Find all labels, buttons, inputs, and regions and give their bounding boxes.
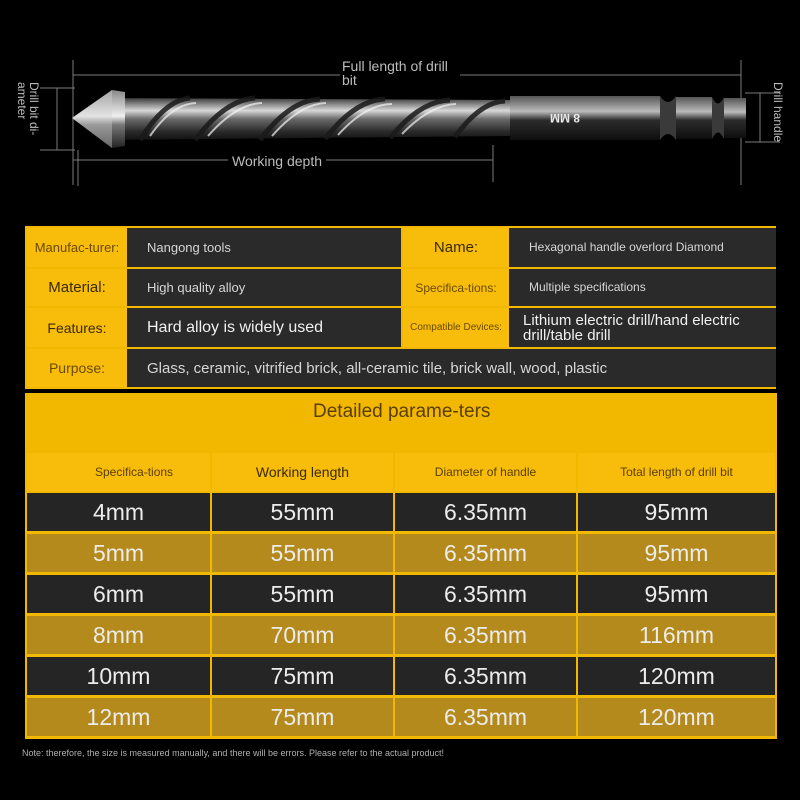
name-value: Hexagonal handle overlord Diamond bbox=[509, 228, 776, 267]
product-info-table bbox=[25, 226, 776, 389]
material-label: Material: bbox=[27, 269, 127, 306]
spec-cell: 6mm bbox=[27, 575, 210, 613]
header-specifications: Specifica-tions bbox=[27, 453, 210, 491]
working-length-cell: 75mm bbox=[212, 698, 393, 736]
table-row bbox=[27, 575, 775, 613]
total-length-cell: 120mm bbox=[578, 657, 775, 695]
table-row bbox=[27, 493, 775, 531]
spec-cell: 4mm bbox=[27, 493, 210, 531]
compatible-devices-label: Compatible Devices: bbox=[403, 308, 509, 347]
material-value: High quality alloy bbox=[127, 269, 401, 306]
header-total-length: Total length of drill bit bbox=[578, 453, 775, 491]
working-depth-label: Working depth bbox=[228, 154, 326, 168]
table-row bbox=[27, 657, 775, 695]
diameter-label: Drill bit di-ameter bbox=[15, 82, 41, 136]
measurement-note: Note: therefore, the size is measured manually, and there will be errors. Please refer to the actual product! bbox=[22, 748, 445, 758]
header-diameter-of-handle: Diameter of handle bbox=[395, 453, 576, 491]
name-label: Name: bbox=[403, 228, 509, 267]
total-length-cell: 95mm bbox=[578, 493, 775, 531]
working-length-cell: 70mm bbox=[212, 616, 393, 654]
parameters-title: Detailed parame-ters bbox=[313, 401, 491, 422]
drill-diagram bbox=[0, 0, 800, 200]
handle-diameter-cell: 6.35mm bbox=[395, 493, 576, 531]
purpose-label: Purpose: bbox=[27, 349, 127, 387]
working-length-cell: 75mm bbox=[212, 657, 393, 695]
handle-diameter-cell: 6.35mm bbox=[395, 616, 576, 654]
specifications-value: Multiple specifications bbox=[509, 269, 776, 306]
table-row bbox=[27, 534, 775, 572]
spec-cell: 8mm bbox=[27, 616, 210, 654]
table-row bbox=[27, 698, 775, 736]
bit-size-marking: 8 MM bbox=[550, 111, 580, 125]
total-length-cell: 116mm bbox=[578, 616, 775, 654]
drill-bit-illustration bbox=[0, 0, 800, 200]
total-length-cell: 95mm bbox=[578, 534, 775, 572]
spec-cell: 5mm bbox=[27, 534, 210, 572]
manufacturer-label: Manufac-turer: bbox=[27, 228, 127, 267]
full-length-label: Full length of drill bit bbox=[340, 59, 460, 87]
handle-diameter-cell: 6.35mm bbox=[395, 698, 576, 736]
handle-label: Drill handle bbox=[771, 82, 785, 143]
handle-diameter-cell: 6.35mm bbox=[395, 534, 576, 572]
total-length-cell: 95mm bbox=[578, 575, 775, 613]
header-working-length: Working length bbox=[212, 453, 393, 491]
working-length-cell: 55mm bbox=[212, 575, 393, 613]
table-row bbox=[27, 616, 775, 654]
features-value: Hard alloy is widely used bbox=[127, 308, 401, 347]
handle-diameter-cell: 6.35mm bbox=[395, 657, 576, 695]
working-length-cell: 55mm bbox=[212, 534, 393, 572]
handle-diameter-cell: 6.35mm bbox=[395, 575, 576, 613]
features-label: Features: bbox=[27, 308, 127, 347]
purpose-value: Glass, ceramic, vitrified brick, all-ceramic tile, brick wall, wood, plastic bbox=[127, 349, 776, 387]
specifications-label: Specifica-tions: bbox=[403, 269, 509, 306]
working-length-cell: 55mm bbox=[212, 493, 393, 531]
spec-cell: 10mm bbox=[27, 657, 210, 695]
spec-cell: 12mm bbox=[27, 698, 210, 736]
total-length-cell: 120mm bbox=[578, 698, 775, 736]
manufacturer-value: Nangong tools bbox=[127, 228, 401, 267]
detailed-parameters-table bbox=[25, 393, 777, 739]
compatible-devices-value: Lithium electric drill/hand electric drill/table drill bbox=[509, 308, 776, 347]
